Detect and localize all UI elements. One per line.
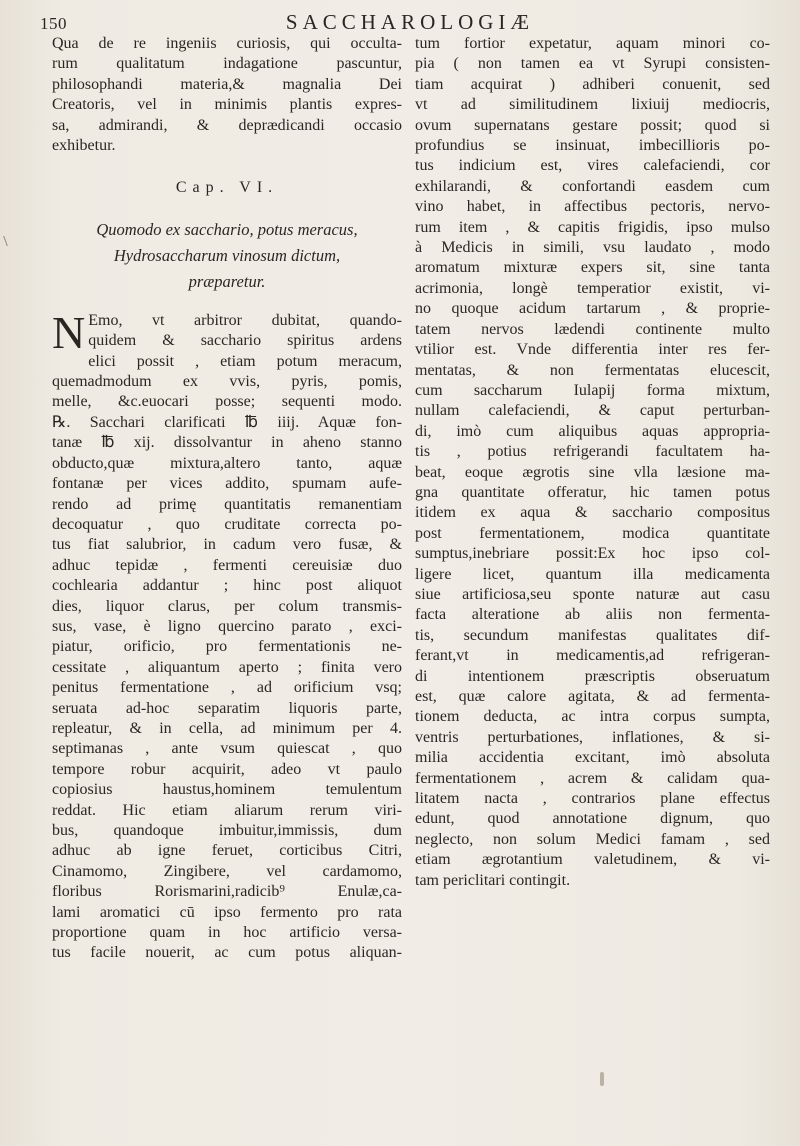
paragraph-line: penitus fermentatione , ad orificium vsq; (52, 679, 402, 697)
right-column-line: post fermentationem, modica quantitate (415, 524, 770, 542)
title-line: Quomodo ex sacchario, potus meracus, (96, 219, 358, 239)
intro-line: philosophandi materia,& magnalia Dei (52, 75, 402, 93)
intro-paragraph (52, 34, 402, 156)
right-column-line: ligere licet, quantum illa medicamenta (415, 565, 770, 583)
paragraph-line: tus facile nouerit, ac cum potus aliquan- (52, 944, 402, 962)
right-column-line: aromatum mixturæ expers sit, sine tanta (415, 259, 770, 277)
paragraph-line: sus, vase, è ligno quercino parato , exci- (52, 617, 402, 635)
right-column-line: etiam ægrotantium valetudinem, & vi- (415, 851, 770, 869)
right-column-line: edunt, quod annotatione dignum, quo (415, 810, 770, 828)
paragraph-line: obducto,quæ mixtura,altero tanto, aquæ (52, 454, 402, 472)
right-column-line: tionem deducta, ac intra corpus sumpta, (415, 708, 770, 726)
right-column-line: nullam calefaciendi, & caput perturban- (415, 402, 770, 420)
paragraph-line: elici possit , etiam potum meracum, (88, 352, 402, 370)
right-column (415, 34, 770, 891)
right-column-line: no quoque acidum tartarum , & proprie- (415, 300, 770, 318)
paragraph-line: melle, &c.euocari posse; sequenti modo. (52, 393, 402, 411)
right-column-line: vt ad similitudinem lixiuij mediocris, (415, 96, 770, 114)
right-column-line: cum saccharum Iulapij forma mixtum, (415, 381, 770, 399)
margin-mark (3, 236, 14, 246)
paragraph-line: repleatur, & in cella, ad minimum per 4. (52, 719, 402, 737)
page-number: 150 (40, 14, 67, 33)
right-column-line: di, imò cum aliquibus aquas appropria- (415, 422, 770, 440)
right-column-line: mentatas, & non fermentatas elucescit, (415, 361, 770, 379)
paragraph-line: quidem & sacchario spiritus ardens (88, 332, 402, 350)
right-column-line: profundius se insinuat, imbecillioris po- (415, 137, 770, 155)
right-column-line: est, quæ calore agitata, & ad fermenta- (415, 688, 770, 705)
paragraph-line: Cinamomo, Zingibere, vel cardamomo, (52, 862, 402, 880)
drop-cap: N (52, 306, 86, 358)
paragraph-line: ℞. Sacchari clarificati ℔ iiij. Aquæ fon- (52, 413, 402, 431)
paragraph-line: proportione quam in hoc artificio versa- (52, 924, 402, 942)
right-column-line: beat, eoque ægrotis sine vlla læsione ma- (415, 463, 770, 481)
right-column-line: litatem nacta , contrarios plane effectus (415, 790, 770, 808)
right-column-line: milia accidentia excitant, imò absoluta (415, 749, 770, 767)
paragraph-line: quemadmodum ex vvis, pyris, pomis, (52, 373, 402, 391)
paragraph-line: rendo ad primę quantitatis remanentiam (52, 495, 402, 513)
right-column-line: tatem nervos lædendi continente multo (415, 320, 770, 338)
right-column-line: gna quantitate offeratur, hic tamen potus (415, 483, 770, 501)
paragraph-line: piatur, orificio, pro fermentationis ne- (52, 638, 402, 656)
intro-line: Qua de re ingeniis curiosis, qui occulta- (52, 35, 402, 52)
paragraph-line: cochlearia addantur ; hinc post aliquot (52, 577, 402, 595)
paragraph-line: lami aromatici cū ipso fermento pro rata (52, 903, 402, 921)
intro-line: sa, admirandi, & deprædicandi occasio (52, 116, 402, 134)
intro-line: exhibetur. (52, 137, 116, 155)
chapter-paragraph (52, 306, 402, 964)
paragraph-line: adhuc tepidæ , fermenti cereuisiæ duo (52, 556, 402, 574)
right-column-line: pia ( non tamen ea vt Syrupi consisten- (415, 55, 770, 73)
right-column-line: siue artificiosa,seu sponte naturæ aut casu (415, 585, 770, 603)
right-column-line: neglecto, non solum Medici famam , sed (415, 830, 770, 848)
paragraph-line: bus, quandoque imbuitur,immissis, dum (52, 822, 402, 839)
right-column-line: rum item , & capitis frigidis, ipso mulso (415, 218, 770, 236)
right-column-line: tis , potius refrigerandi facultatem ha- (415, 443, 770, 461)
paragraph-line: copiosius haustus,hominem temulentum (52, 781, 402, 799)
paragraph-line: fontanæ per vices addito, spumam aufe- (52, 475, 402, 493)
title-line: Hydrosaccharum vinosum dictum, (113, 245, 341, 265)
right-column-line: ventris perturbationes, inflationes, & si- (415, 728, 770, 746)
right-column-line: di intentionem præscriptis obseruatum (415, 667, 770, 685)
right-column-line: itidem ex aqua & sacchario compositus (415, 504, 770, 522)
right-column-line: sumptus,inebriare possit:Ex hoc ipso col- (415, 545, 770, 563)
paragraph-line: tus fiat salubrior, in cadum vero fusæ, & (52, 536, 402, 554)
intro-line: Creatoris, vel in minimis plantis expres- (52, 96, 402, 114)
paragraph-line: reddat. Hic etiam aliarum rerum viri- (52, 801, 402, 819)
paragraph-line: floribus Rorismarini,radicib⁹ Enulæ,ca- (52, 883, 402, 901)
right-column-line: tis, secundum manifestas qualitates dif- (415, 626, 770, 644)
paragraph-line: dies, liquor clarus, per colum transmis- (52, 597, 402, 615)
right-column-line: facta alteratione ab aliis non fermenta- (415, 606, 770, 624)
paragraph-line: Emo, vt arbitror dubitat, quando- (88, 311, 402, 329)
paragraph-line: septimanas , ante vsum quiescat , quo (52, 740, 402, 758)
paragraph-line: seruata ad-hoc separatim liquoris parte, (52, 699, 402, 717)
right-column-line: ferant,vt in medicamentis,ad refrigeran- (415, 647, 770, 665)
right-column-line: vtilior est. Vnde differentia inter res fer- (415, 341, 770, 359)
right-column-line: tus indicium est, vires calefaciendi, cor (415, 157, 770, 175)
running-head: SACCHAROLOGIÆ (285, 10, 535, 34)
chapter-title (52, 217, 402, 295)
paragraph-line: tempore robur acquirit, adeo vt paulo (52, 760, 402, 778)
left-column (52, 34, 402, 964)
right-column-line: tiam acquirat ) adhiberi conuenit, sed (415, 75, 770, 93)
right-column-line: tam periclitari contingit. (415, 871, 571, 889)
right-column-line: exhilarandi, & confortandi easdem cum (415, 177, 770, 195)
ink-blot (600, 1072, 604, 1086)
paragraph-lines (52, 306, 402, 964)
intro-line: rum qualitatum indagatione pascuntur, (52, 55, 402, 73)
paragraph-line: adhuc ab igne feruet, corticibus Citri, (52, 842, 402, 860)
right-column-line: tum fortior expetatur, aquam minori co- (415, 35, 770, 52)
right-column-line: à Medicis in simili, vsu laudato , modo (415, 239, 770, 257)
paragraph-line: tanæ ℔ xij. dissolvantur in aheno stanno (52, 434, 402, 452)
right-column-line: fermentationem , acrem & calidam qua- (415, 769, 770, 787)
paragraph-line: decoquatur , quo cruditate correcta po- (52, 515, 402, 533)
right-column-line: acrimonia, longè temperatior existit, vi- (415, 279, 770, 297)
right-column-line: ovum supernatans gestare possit; quod si (415, 116, 770, 134)
chapter-heading: Cap. VI. (175, 179, 279, 197)
right-column-line: vino habet, in affectibus pectoris, nervo- (415, 198, 770, 216)
title-line: præparetur. (188, 271, 266, 291)
paragraph-line: cessitate , aliquantum aperto ; finita vero (52, 658, 402, 676)
